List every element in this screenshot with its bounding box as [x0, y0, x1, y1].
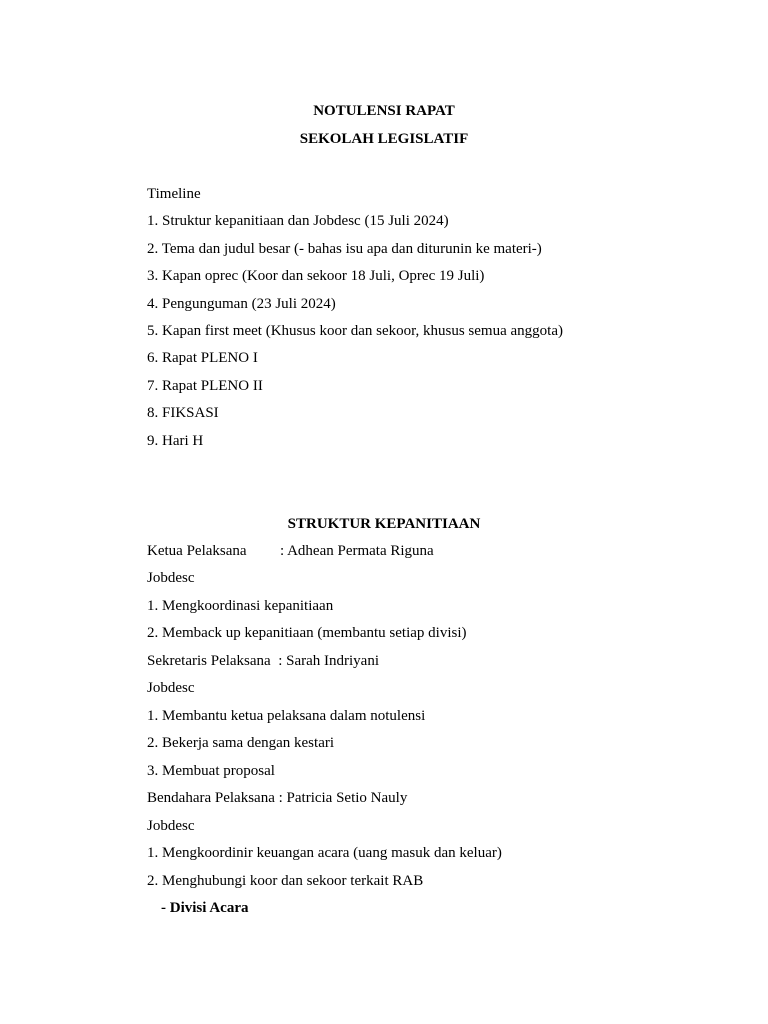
timeline-item: 1. Struktur kepanitiaan dan Jobdesc (15 Juli 2024)	[147, 213, 449, 229]
ketua-name: : Adhean Permata Riguna	[280, 543, 434, 559]
jobdesc-item: 3. Membuat proposal	[147, 763, 275, 779]
document-subtitle: SEKOLAH LEGISLATIF	[299, 131, 469, 147]
jobdesc-item: 1. Mengkoordinasi kepanitiaan	[147, 598, 334, 614]
timeline-item: 2. Tema dan judul besar (- bahas isu apa dan diturunin ke materi-)	[147, 241, 542, 257]
timeline-heading: Timeline	[147, 186, 201, 202]
jobdesc-item: 2. Menghubungi koor dan sekoor terkait RAB	[147, 873, 424, 889]
jobdesc-item: 2. Bekerja sama dengan kestari	[147, 735, 335, 751]
timeline-item: 8. FIKSASI	[147, 405, 219, 421]
jobdesc-label: Jobdesc	[147, 818, 195, 834]
jobdesc-item: 1. Mengkoordinir keuangan acara (uang masuk dan keluar)	[147, 845, 502, 861]
jobdesc-label: Jobdesc	[147, 570, 195, 586]
timeline-item: 7. Rapat PLENO II	[147, 378, 263, 394]
timeline-item: 4. Pengunguman (23 Juli 2024)	[147, 296, 336, 312]
jobdesc-item: 2. Memback up kepanitiaan (membantu setiap divisi)	[147, 625, 467, 641]
jobdesc-item: 1. Membantu ketua pelaksana dalam notulensi	[147, 708, 426, 724]
structure-heading: STRUKTUR KEPANITIAAN	[287, 516, 481, 532]
document-title: NOTULENSI RAPAT	[313, 103, 455, 119]
timeline-item: 3. Kapan oprec (Koor dan sekoor 18 Juli, Oprec 19 Juli)	[147, 268, 485, 284]
divisi-acara-heading: - Divisi Acara	[161, 900, 249, 916]
ketua-line	[147, 542, 434, 560]
jobdesc-label: Jobdesc	[147, 680, 195, 696]
timeline-item: 6. Rapat PLENO I	[147, 350, 258, 366]
timeline-item: 5. Kapan first meet (Khusus koor dan sekoor, khusus semua anggota)	[147, 323, 563, 339]
ketua-role: Ketua Pelaksana	[147, 543, 247, 559]
timeline-item: 9. Hari H	[147, 433, 204, 449]
bendahara-line: Bendahara Pelaksana : Patricia Setio Nauly	[147, 790, 408, 806]
sekretaris-line: Sekretaris Pelaksana : Sarah Indriyani	[147, 653, 380, 669]
